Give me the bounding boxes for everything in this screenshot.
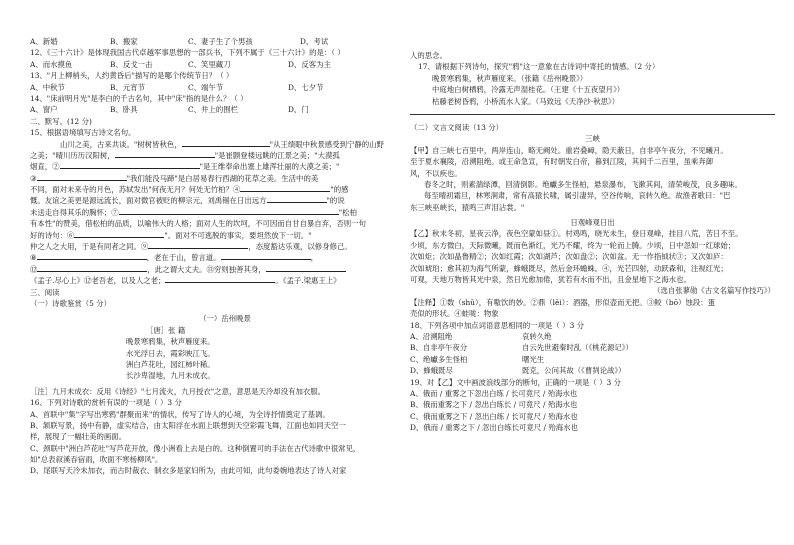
q13-stem: 13、"月上柳梢头，人约黄昏后"描写的是哪个传统节日？（ ）: [30, 71, 234, 81]
q19-option-a: A、俄而 / 重雾之下忽出白练 / 长可竟尺 / 殆海水也: [410, 388, 578, 398]
q19-option-b: B、俄而重雾之下 / 忽出白练长 / 可竟尺 / 殆海水也: [410, 400, 578, 410]
poem-title: （一）岳州晚景: [199, 314, 251, 324]
fill-line-13: 《孟子.尽心上》⑫老吾老，以及人之老； 。《孟子.梁惠王上》: [30, 276, 341, 286]
option-d: D、反客为主: [288, 59, 331, 69]
right-column: [410, 50, 775, 434]
q18-option-d: D、蜂蛾既尽 既克，公问其故（《曹刿论战》）: [410, 366, 626, 376]
q17-line: 枯藤老树昏鸦，小桥流水人家。（马致远《天净沙·秋思》）: [432, 96, 620, 106]
q14-stem: 14、"床前明月光"是李白的千古名句，其中"床"指的是什么？（ ）: [30, 93, 248, 103]
answer-blank[interactable]: [221, 252, 311, 260]
answer-blank[interactable]: [267, 195, 327, 203]
q16-option-d: D、尾联写天冷未加衣，而古时裁衣、制衣多是家妇所为，由此可知，此句委婉地表达了诗人对家: [30, 466, 347, 476]
passage-source: （选自张蓼勋《古文名篇写作技巧》）: [653, 286, 775, 296]
q15-stem: 15、根据语境填写古诗文名句。: [30, 128, 136, 138]
left-column: [30, 36, 400, 477]
option-a: A、中秋节: [30, 82, 65, 92]
q12-stem: 12、《三十六计》是体现我国古代卓越军事思想的一部兵书，下列不属于《三十六计》的是：（ ）: [30, 48, 345, 58]
passage-jia-line: 东三峡巫峡长，猿鸣三声泪沾裳。": [410, 202, 525, 212]
answer-blank[interactable]: [148, 241, 248, 249]
option-b: B、搬家: [110, 37, 138, 46]
answer-blank[interactable]: [37, 252, 147, 260]
option-a: A、而水摸鱼: [30, 59, 73, 69]
option-c: C、妻子生了个男孩: [188, 37, 253, 46]
option-b: B、反戈一击: [110, 59, 153, 69]
fill-line-2: 之美；"晴川历历汉阳树， "是崔颢登楼远眺的江景之美；"大漠孤: [30, 150, 340, 160]
q16-option-a: A、首联中"集"字写出寒鸦"群聚而来"的情状，传写了诗人的心境，为全诗抒情奠定了基调。: [30, 409, 330, 419]
poem-author: ［唐］张 籍: [146, 325, 186, 335]
fill-line-10: 仲之人之大用，于是有同者之同。⑨ ，态度豁达乐观，以修身修己。: [30, 242, 352, 252]
q13-options: [30, 82, 400, 93]
passage-yi-line: 次如炬；次如晶鲁精②；次如红霞；次如湖芦；次如盘②；次如盆。无一作指钺状③；又次如庐：: [410, 252, 728, 262]
fill-line-9: 好的诗句：⑥ "。面对不可逃脱的事实，要坦然放下一切。": [30, 230, 312, 240]
answer-blank[interactable]: [182, 139, 270, 147]
q16-option-c-cont: 如"总表叙溪吞宿雨，吹面不寒杨柳风"。: [30, 455, 163, 465]
q18-option-b: B、自非亭午夜分 自云先世避秦时乱（《桃花源记》）: [410, 343, 633, 353]
q16-option-b-cont: 样，展现了一幅壮美的画面。: [30, 432, 127, 442]
answer-blank[interactable]: [37, 264, 147, 272]
passage-yi-line: 可观，天地万物皆其光中泉，然日光愈加倦，犹若有水而不出，且金星地下之海水也。: [410, 275, 691, 285]
option-a: A、新婚: [30, 37, 58, 46]
answer-blank[interactable]: [165, 275, 275, 283]
q18-stem: 18、下列各项中加点词语意思相同的一项是（ ）3 分: [410, 320, 585, 330]
option-d: D、考试: [300, 37, 329, 46]
option-c: C、井上的围栏: [188, 105, 238, 115]
passage-notes: 【注释】①数（shǔ），有嗷饮的妙。②鼎（lěi）：酒器，形似壶而无把。③鲛（bō）蚀段：蛋: [410, 297, 716, 307]
poem-line: 长沙卑湿地，九月未成衣。: [126, 371, 215, 381]
option-b: B、卧具: [110, 105, 138, 115]
fill-line-8: 有本性"的赞美，借松柏的品质，以喻伟大的人格；面对人生的坎坷，不可因而自甘自暴自弃，否则一句: [30, 219, 366, 229]
passage-title-yi: 日观峰观日出: [570, 218, 615, 228]
fill-line-7: 未送走自得其乐的胸怀；⑦ "松柏: [30, 207, 357, 217]
q18-option-c: C、绝巘多生怪柏 曙光生: [410, 354, 545, 364]
q11-options: [30, 36, 400, 47]
fill-line-5: 不同，面对未来寺的月色，苏轼发出"何夜无月？何处无竹柏？④ "的感: [30, 185, 349, 195]
q19-option-c: C、俄而重雾之下 / 忽出白练 / 长可竟尺 / 殆海水也: [410, 411, 578, 421]
fill-line-12: ⑫ ，此之谓大丈夫。⑬穷则独善其身，: [30, 264, 400, 275]
fill-line-6: 慨。友谊之美更是源远流长，面对微官被贬的柳宗元，刘禹锡在日出远方 "的说: [30, 196, 345, 206]
classical-subheading: （二）文言文阅读（13 分）: [410, 122, 504, 132]
q19-option-d: D、俄而 / 重雾之下 / 忽出白练长可竟尺 / 殆海水也: [410, 423, 578, 433]
passage-yi-line: 次如琥珀；愈其初为海气所蒙，蜂蛾既尽，然后金环蟾蛛。④，光芒四射，动跃森和，注视红光；: [410, 263, 728, 273]
option-d: D、七夕节: [288, 82, 324, 92]
poem-line: 洲白芦花吐，园红柿叶稀。: [126, 359, 215, 369]
fill-line-3: 烟直，② "是王维奉命出塞上雄浑壮丽的大漠之美；": [30, 162, 340, 172]
answer-blank[interactable]: [115, 150, 215, 158]
poetry-subheading: （一）诗歌鉴赏（5 分）: [30, 298, 111, 308]
q19-stem: 19、对【乙】文中画波浪线部分的断句，正确的一项是（ ）3 分: [410, 377, 621, 387]
answer-blank[interactable]: [266, 264, 346, 272]
fill-line-4: ③ "我们能没马蹄"是白居易春行西湖的花草之美。生活中的美: [30, 173, 319, 183]
q17-stem: 17、请根据下列诗句，探究"鸦"这一意象在古诗词中寄托的情感。（2 分）: [418, 62, 660, 72]
answer-blank[interactable]: [60, 161, 200, 169]
option-a: A、窗户: [30, 105, 58, 115]
q12-options: [30, 59, 400, 70]
answer-blank[interactable]: [240, 184, 330, 192]
passage-jia-line: 【甲】自三峡七百里中，两岸连山，略无阙处。重岩叠嶂，隐天蔽日，自非亭午夜分，不见曦月。: [410, 145, 728, 155]
passage-yi-line: 少顷，东方微白，天际微曦，既而色渐红，光乃不耀，终为一轮而上腾。少顷，日中忽如一红球始；: [410, 240, 736, 250]
fill-line-11: ⑧ ，老在于山，曾言道。 ，: [30, 253, 318, 263]
section-3-heading: 三、阅读: [30, 287, 60, 297]
fill-line-1: 山川之美，古来共谈。"树树皆秋色， "从王绩眼中秋景感受到宁静的山野: [60, 139, 384, 149]
passage-jia-line: 每至晴初霜旦，林寒涧肃，常有高猿长啸，属引凄异，空谷传响，哀转久绝。故渔者歌曰："巴: [424, 191, 731, 201]
q17-line: 中庭地白树栖鸦，冷露无声湿桂花。（王建《十五夜望月》）: [432, 85, 625, 95]
q17-line: 晚景寒鸦集，秋声雁度来。（张籍《岳州晚景》）: [432, 73, 588, 83]
passage-jia-line: 春冬之时，则素湍绿潭，回清倒影。绝巘多生怪柏，悬泉瀑布，飞漱其间，清荣峻茂，良多趣味。: [424, 179, 742, 189]
option-b: B、元宵节: [110, 82, 145, 92]
q16-option-c: C、颈联中"洲白芦花吐"写芦花开放，像小洲看上去是白的。这种倒置可的手法在古代诗歌中很常见，: [30, 443, 361, 453]
q16-option-b: B、颔联写景，扬中有静，虚实结合，由太阳浮在水面上联想到天空彩霞飞舞，江面也如同天空一: [30, 420, 346, 430]
option-d: D、门: [288, 105, 309, 115]
answer-blank[interactable]: [74, 230, 164, 238]
poem-note: ［注］九月未成衣：反用《诗经》"七月流火，九月授衣"之意，意思是天冷却没有加衣服。: [30, 386, 326, 396]
answer-blank[interactable]: [37, 173, 127, 181]
q16-stem: 16、下列对诗歌的赏析有误的一项是（ ）3 分: [30, 398, 182, 408]
passage-notes-cont: 壳似的形状。④蛙咙：物象: [410, 309, 499, 319]
answer-line: [410, 114, 775, 115]
passage-title-jia: 三峡: [585, 134, 600, 144]
option-c: C、笑里藏刀: [188, 59, 231, 69]
answer-blank[interactable]: [119, 207, 339, 215]
passage-jia-line: 至于夏水襄陵，沿溯阻绝。或王命急宣，有时朝发白帝，暮到江陵，其间千二百里，虽乘奔御: [410, 157, 714, 167]
q16-option-d-cont: 人的思念。: [410, 51, 447, 60]
poem-line: 水光浮日去，霞彩映江飞。: [126, 348, 215, 358]
passage-jia-line: 风，不以疾也。: [410, 168, 462, 178]
q18-option-a: A、沿溯阻绝 哀转久绝: [410, 331, 552, 341]
section-2-heading: 二、默写。(12 分): [30, 116, 92, 126]
passage-yi-line: 【乙】秋末冬初，星夜云净，夜色空蒙如昼①。村鸡鸣，晓光未生，登日观峰，挂目八荒，苦日不至。: [410, 229, 743, 239]
poem-line: 晚景寒鸦集，秋声雁度来。: [126, 337, 215, 347]
option-c: C、端午节: [188, 82, 224, 92]
q14-options: [30, 104, 400, 115]
